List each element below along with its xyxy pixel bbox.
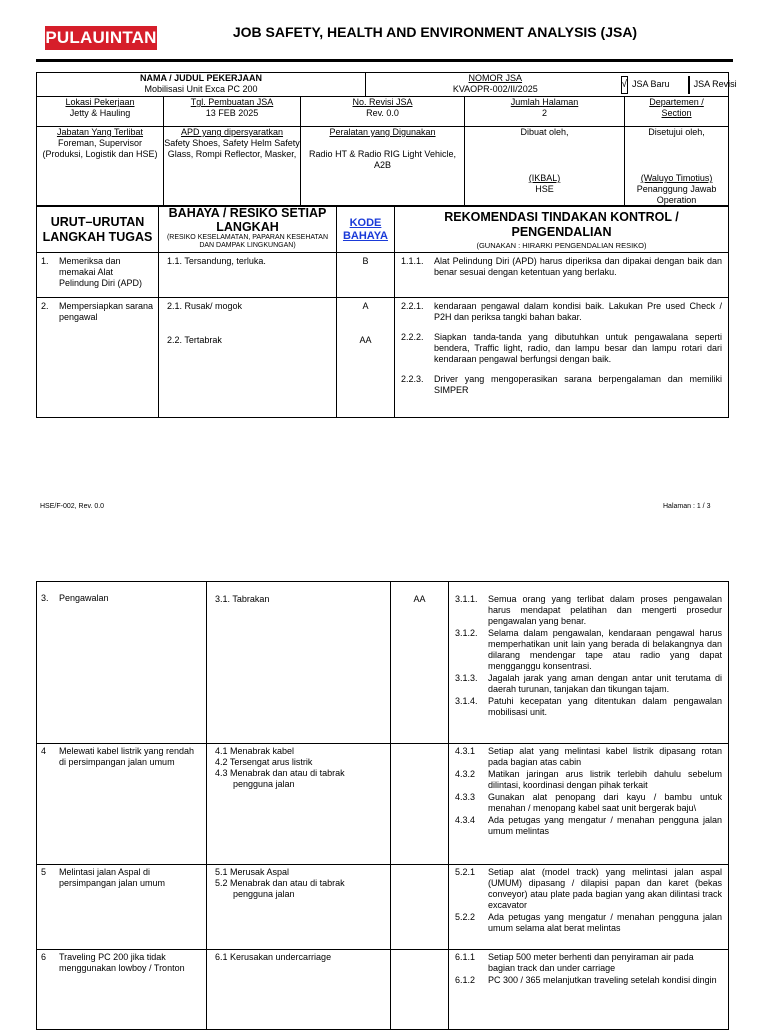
step-text: Melewati kabel listrik yang rendah di persimpangan jalan umum (59, 746, 195, 767)
location-value: Jetty & Hauling (69, 108, 131, 118)
control-number: 5.2.1 (455, 867, 476, 877)
company-logo: PULAUINTAN (45, 26, 157, 50)
hazard-code (391, 865, 449, 950)
control-number: 3.1.2. (455, 628, 478, 638)
info-table (36, 72, 737, 207)
step-number: 1. (41, 256, 49, 266)
col-header-hazard: BAHAYA / RESIKO SETIAP LANGKAH (168, 206, 327, 234)
page-indicator: Halaman : 1 / 3 (663, 503, 711, 510)
control-text: Setiap alat (model track) yang melintasi jalan aspal (UMUM) dipasang / dilapisi papan dan karet (bekas conveyor) atau plate pada bagian yang akan dilintasi track excavator (488, 867, 722, 910)
control-number: 2.2.2. (401, 332, 424, 342)
control-number: 6.1.2 (455, 975, 476, 985)
col-header-code-2: BAHAYA (342, 230, 389, 242)
roles-value: Foreman, Supervisor (Produksi, Logistik dan HSE) (42, 138, 158, 159)
control-number: 5.2.2 (455, 912, 476, 922)
revision-label: No. Revisi JSA (352, 97, 413, 107)
location-label: Lokasi Pekerjaan (65, 97, 135, 107)
control-text: Semua orang yang terlibat dalam proses pengawalan harus mendapat pelatihan dan mengerti prosedur pengawalan yang benar. (488, 594, 722, 626)
hazard-text: 3.1. Tabrakan (207, 582, 391, 744)
jsa-table-page1 (36, 205, 729, 418)
control-text: Setiap 500 meter berhenti dan penyiraman air pada bagian track dan under carriage (488, 952, 694, 973)
hazard-text: 2.1. Rusak/ mogok (167, 301, 243, 311)
control-number: 4.3.1 (455, 746, 476, 756)
step-number: 2. (41, 301, 49, 311)
hazard-text: 2.2. Tertabrak (167, 335, 222, 345)
control-text: Patuhi kecepatan yang ditentukan dalam pengawalan mobilisasi unit. (488, 696, 722, 717)
control-text: Ada petugas yang mengatur / menahan pengguna jalan umum selama alat berat melintas (488, 912, 722, 933)
control-number: 4.3.3 (455, 792, 476, 802)
step-text: Mempersiapkan sarana pengawal (59, 301, 154, 322)
hazard-code (391, 950, 449, 1030)
hazard-text: 1.1. Tersandung, terluka. (159, 253, 337, 298)
control-text: Setiap alat yang melintasi kabel listrik dipasang rotan pada bagian atas cabin (488, 746, 722, 767)
control-number: 3.1.4. (455, 696, 478, 706)
roles-label: Jabatan Yang Terlibat (56, 127, 144, 137)
control-number: 1.1.1. (401, 256, 424, 266)
hazard-text: 4.1 Menabrak kabel (215, 746, 295, 756)
jsa-number-label: NOMOR JSA (468, 73, 523, 83)
ppe-label: APD yang dipersyaratkan (180, 127, 284, 137)
step-number: 3. (41, 593, 49, 603)
control-text: kendaraan pengawal dalam kondisi baik. Lakukan Pre used Check / P2H dan periksa tangki bahan bakar. (434, 301, 722, 322)
form-code: HSE/F-002, Rev. 0.0 (40, 503, 105, 510)
control-number: 4.3.2 (455, 769, 476, 779)
table-row (37, 950, 729, 1030)
table-row (37, 253, 729, 298)
department-label: Departemen / (649, 97, 704, 107)
header-divider (36, 59, 733, 62)
prepared-by-role: HSE (535, 184, 554, 194)
revision-value: Rev. 0.0 (366, 108, 399, 118)
step-text: Memeriksa dan memakai Alat Pelindung Diri (APD) (59, 256, 143, 288)
approved-by-name: (Waluyo Timotius) (640, 173, 713, 183)
table-row (37, 298, 729, 418)
job-name-label: NAMA / JUDUL PEKERJAAN (140, 73, 263, 83)
control-text: Gunakan alat penopang dari kayu / bambu untuk menahan / menopang kabel saat unit bergerak baju\ (488, 792, 722, 813)
jsa-revisi-label: JSA Revisi (693, 79, 737, 89)
table-row (37, 582, 729, 744)
control-number: 3.1.3. (455, 673, 478, 683)
step-text: Pengawalan (59, 593, 109, 603)
control-text: Ada petugas yang mengatur / menahan pengguna jalan umum melintas (488, 815, 722, 836)
job-name-value: Mobilisasi Unit Exca PC 200 (144, 84, 258, 94)
page-count-label: Jumlah Halaman (510, 97, 579, 107)
hazard-code: AA (359, 335, 372, 345)
hazard-code: A (362, 301, 369, 311)
jsa-revisi-checkbox[interactable] (688, 76, 690, 94)
table-row (37, 865, 729, 950)
approved-by-role: Penanggung Jawab Operation (636, 184, 717, 205)
date-value: 13 FEB 2025 (205, 108, 259, 118)
col-header-code-1: KODE (349, 217, 382, 229)
control-text: Selama dalam pengawalan, kendaraan pengawal harus memperhatikan unit lain yang berada di belakangnya dan dilarang mendengar tape atau radio yang dapat mengganggu konsentrasi. (488, 628, 722, 671)
page-title: JOB SAFETY, HEALTH AND ENVIRONMENT ANALYSIS (JSA) (232, 24, 638, 40)
equipment-value: Radio HT & Radio RIG Light Vehicle, A2B (309, 149, 456, 170)
page-count-value: 2 (542, 108, 548, 118)
hazard-code (391, 744, 449, 865)
jsa-table-page2 (36, 581, 729, 1030)
jsa-baru-label: JSA Baru (632, 79, 670, 89)
ppe-value: Safety Shoes, Safety Helm Safety Glass, Rompi Reflector, Masker, (164, 138, 300, 159)
hazard-text: 4.2 Tersengat arus listrik (215, 757, 313, 767)
jsa-number-value: KVAOPR-002/II/2025 (452, 84, 538, 94)
step-number: 5 (41, 867, 47, 877)
hazard-text: 5.1 Merusak Aspal (215, 867, 290, 877)
control-text: PC 300 / 365 melanjutkan traveling setelah kondisi dingin (488, 975, 717, 985)
control-number: 2.2.3. (401, 374, 424, 384)
step-text: Traveling PC 200 jika tidak menggunakan lowboy / Tronton (59, 952, 185, 973)
control-text: Siapkan tanda-tanda yang dibutuhkan untuk pengawalana seperti bendera, Traffic light, radio, dan lampu besar dan lampu rotari dari kendaraan pengawal berfungsi dengan baik. (434, 332, 722, 364)
section-label: Section (661, 108, 692, 118)
col-header-control: REKOMENDASI TINDAKAN KONTROL / PENGENDALIAN (444, 210, 679, 239)
col-header-control-sub: (GUNAKAN : HIRARKI PENGENDALIAN RESIKO) (476, 241, 647, 250)
equipment-label: Peralatan yang Digunakan (329, 127, 436, 137)
control-text: Jagalah jarak yang aman dengan antar unit terutama di daerah turunan, tanjakan dan tikungan tajam. (488, 673, 722, 694)
hazard-code: B (337, 253, 395, 298)
hazard-text: 4.3 Menabrak dan atau di tabrak pengguna jalan (215, 768, 345, 789)
jsa-baru-checkbox[interactable]: √ (621, 76, 629, 94)
prepared-by-label: Dibuat oleh, (520, 127, 569, 137)
col-header-steps: URUT–URUTAN LANGKAH TUGAS (37, 206, 159, 253)
control-text: Matikan jaringan arus listrik terlebih dahulu sebelum dilintasi, koordinasi dengan pihak terkait (488, 769, 722, 790)
col-header-hazard-sub: (RESIKO KESELAMATAN, PAPARAN KESEHATAN DAN DAMPAK LINGKUNGAN) (166, 234, 329, 249)
date-label: Tgl. Pembuatan JSA (190, 97, 274, 107)
hazard-text: 6.1 Kerusakan undercarriage (207, 950, 391, 1030)
control-number: 3.1.1. (455, 594, 478, 604)
step-number: 6 (41, 952, 47, 962)
hazard-text: 5.2 Menabrak dan atau di tabrak pengguna jalan (215, 878, 345, 899)
control-text: Driver yang mengoperasikan sarana berpengalaman dan memiliki SIMPER (434, 374, 722, 395)
approved-by-label: Disetujui oleh, (648, 127, 705, 137)
step-number: 4 (41, 746, 47, 756)
control-text: Alat Pelindung Diri (APD) harus diperiksa dan dipakai dengan baik dan benar sesuai dengan ketentuan yang berlaku. (434, 256, 722, 277)
hazard-code: AA (391, 582, 449, 744)
control-number: 6.1.1 (455, 952, 476, 962)
step-text: Melintasi jalan Aspal di persimpangan jalan umum (59, 867, 166, 888)
control-number: 2.2.1. (401, 301, 424, 311)
table-row (37, 744, 729, 865)
prepared-by-name: (IKBAL) (528, 173, 561, 183)
control-number: 4.3.4 (455, 815, 476, 825)
